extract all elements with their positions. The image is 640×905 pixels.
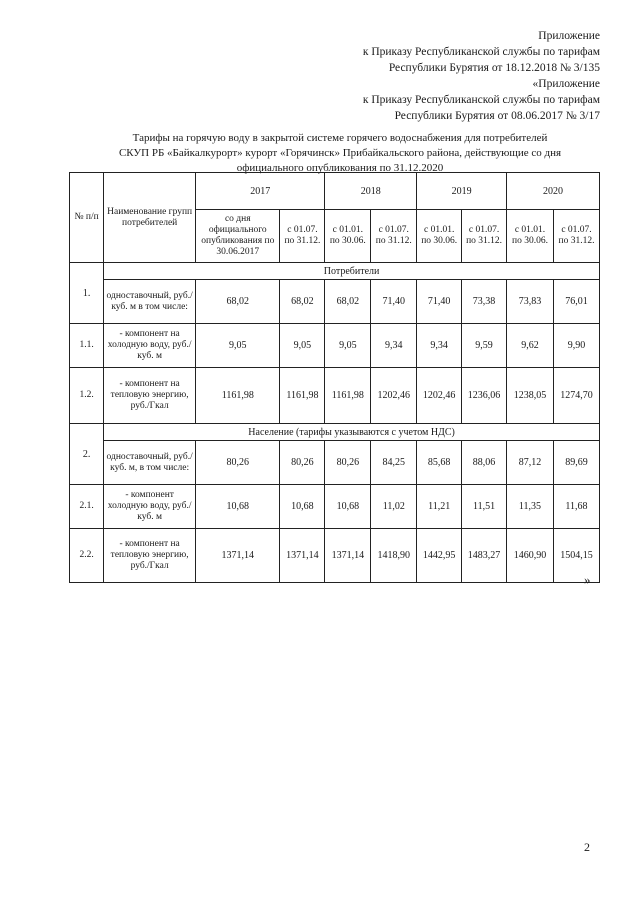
period-header: со дня официального опубликования по 30.06.2017	[196, 210, 280, 263]
table-cell: 1371,14	[196, 529, 280, 583]
table-cell: 1274,70	[554, 368, 600, 424]
document-title	[90, 131, 590, 176]
table-cell: 1161,98	[280, 368, 325, 424]
table-cell: 89,69	[554, 441, 600, 485]
row-number: 1.	[70, 263, 104, 324]
row-number: 2.2.	[70, 529, 104, 583]
row-name: - компонент холодную воду, руб./ куб. м	[104, 485, 196, 529]
period-header: с 01.01. по 30.06.	[325, 210, 371, 263]
header-block	[363, 28, 600, 124]
column-header-name: Наименование групп потребителей	[104, 173, 196, 263]
page-number: 2	[584, 840, 590, 854]
column-header-number: № п/п	[70, 173, 104, 263]
table-cell: 68,02	[196, 280, 280, 324]
table-cell: 9,05	[325, 324, 371, 368]
row-number: 1.2.	[70, 368, 104, 424]
title-line: СКУП РБ «Байкалкурорт» курорт «Горячинск» Прибайкальского района, действующие со дня	[118, 147, 562, 159]
section-title: Потребители	[104, 263, 600, 280]
table-cell: 10,68	[325, 485, 371, 529]
table-cell: 71,40	[417, 280, 462, 324]
table-cell: 9,90	[554, 324, 600, 368]
table-cell: 1418,90	[371, 529, 417, 583]
table-cell: 9,62	[506, 324, 553, 368]
header-line: Республики Бурятия от 18.12.2018 № 3/135	[388, 62, 600, 74]
table-cell: 11,21	[417, 485, 462, 529]
table-cell: 1371,14	[325, 529, 371, 583]
row-name: одноставочный, руб./ куб. м в том числе:	[104, 280, 196, 324]
period-header: с 01.01. по 30.06.	[417, 210, 462, 263]
header-line: к Приказу Республиканской службы по тарифам	[362, 46, 600, 58]
period-header: с 01.07. по 31.12.	[280, 210, 325, 263]
table-cell: 80,26	[196, 441, 280, 485]
table-cell: 9,34	[417, 324, 462, 368]
table-cell: 9,05	[196, 324, 280, 368]
header-line: к Приказу Республиканской службы по тарифам	[362, 94, 600, 106]
period-header: с 01.07. по 31.12.	[462, 210, 507, 263]
tariff-table	[69, 172, 600, 583]
table-cell: 88,06	[462, 441, 507, 485]
table-cell: 85,68	[417, 441, 462, 485]
table-cell: 1161,98	[325, 368, 371, 424]
table-cell: 1238,05	[506, 368, 553, 424]
table-cell: 11,35	[506, 485, 553, 529]
header-line: Республики Бурятия от 08.06.2017 № 3/17	[394, 110, 600, 122]
row-name: - компонент на холодную воду, руб./ куб. м	[104, 324, 196, 368]
table-cell: 73,38	[462, 280, 507, 324]
closing-quote: »	[584, 572, 591, 587]
table-cell: 71,40	[371, 280, 417, 324]
year-header-2020: 2020	[506, 173, 599, 210]
table-cell: 1236,06	[462, 368, 507, 424]
row-number: 2.1.	[70, 485, 104, 529]
table-cell: 84,25	[371, 441, 417, 485]
table-cell: 10,68	[196, 485, 280, 529]
table-cell: 9,59	[462, 324, 507, 368]
table-cell: 80,26	[280, 441, 325, 485]
table-cell: 68,02	[325, 280, 371, 324]
row-number: 2.	[70, 424, 104, 485]
row-name: - компонент на тепловую энергию, руб./Гкал	[104, 529, 196, 583]
table-cell: 1442,95	[417, 529, 462, 583]
table-cell: 10,68	[280, 485, 325, 529]
section-title: Население (тарифы указываются с учетом НДС)	[104, 424, 600, 441]
header-line: «Приложение	[532, 78, 600, 90]
table-cell: 73,83	[506, 280, 553, 324]
table-cell: 1202,46	[371, 368, 417, 424]
header-line: Приложение	[538, 30, 600, 42]
period-header: с 01.07. по 31.12.	[554, 210, 600, 263]
table-cell: 9,05	[280, 324, 325, 368]
table-cell: 1161,98	[196, 368, 280, 424]
table-cell: 1371,14	[280, 529, 325, 583]
table-cell: 11,02	[371, 485, 417, 529]
table-cell: 87,12	[506, 441, 553, 485]
period-header: с 01.07. по 31.12.	[371, 210, 417, 263]
title-line: Тарифы на горячую воду в закрытой системе горячего водоснабжения для потребителей	[132, 132, 548, 144]
table-cell: 1460,90	[506, 529, 553, 583]
table-cell: 9,34	[371, 324, 417, 368]
year-header-2019: 2019	[417, 173, 507, 210]
title-line: официального опубликования по 31.12.2020	[236, 162, 444, 174]
table-cell: 1504,15	[554, 529, 600, 583]
table-cell: 11,68	[554, 485, 600, 529]
row-number: 1.1.	[70, 324, 104, 368]
table-cell: 68,02	[280, 280, 325, 324]
table-cell: 1202,46	[417, 368, 462, 424]
year-header-2017: 2017	[196, 173, 325, 210]
period-header: с 01.01. по 30.06.	[506, 210, 553, 263]
table-cell: 80,26	[325, 441, 371, 485]
table-cell: 76,01	[554, 280, 600, 324]
row-name: одноставочный, руб./ куб. м, в том числе:	[104, 441, 196, 485]
year-header-2018: 2018	[325, 173, 417, 210]
table-cell: 11,51	[462, 485, 507, 529]
row-name: - компонент на тепловую энергию, руб./Гкал	[104, 368, 196, 424]
table-cell: 1483,27	[462, 529, 507, 583]
